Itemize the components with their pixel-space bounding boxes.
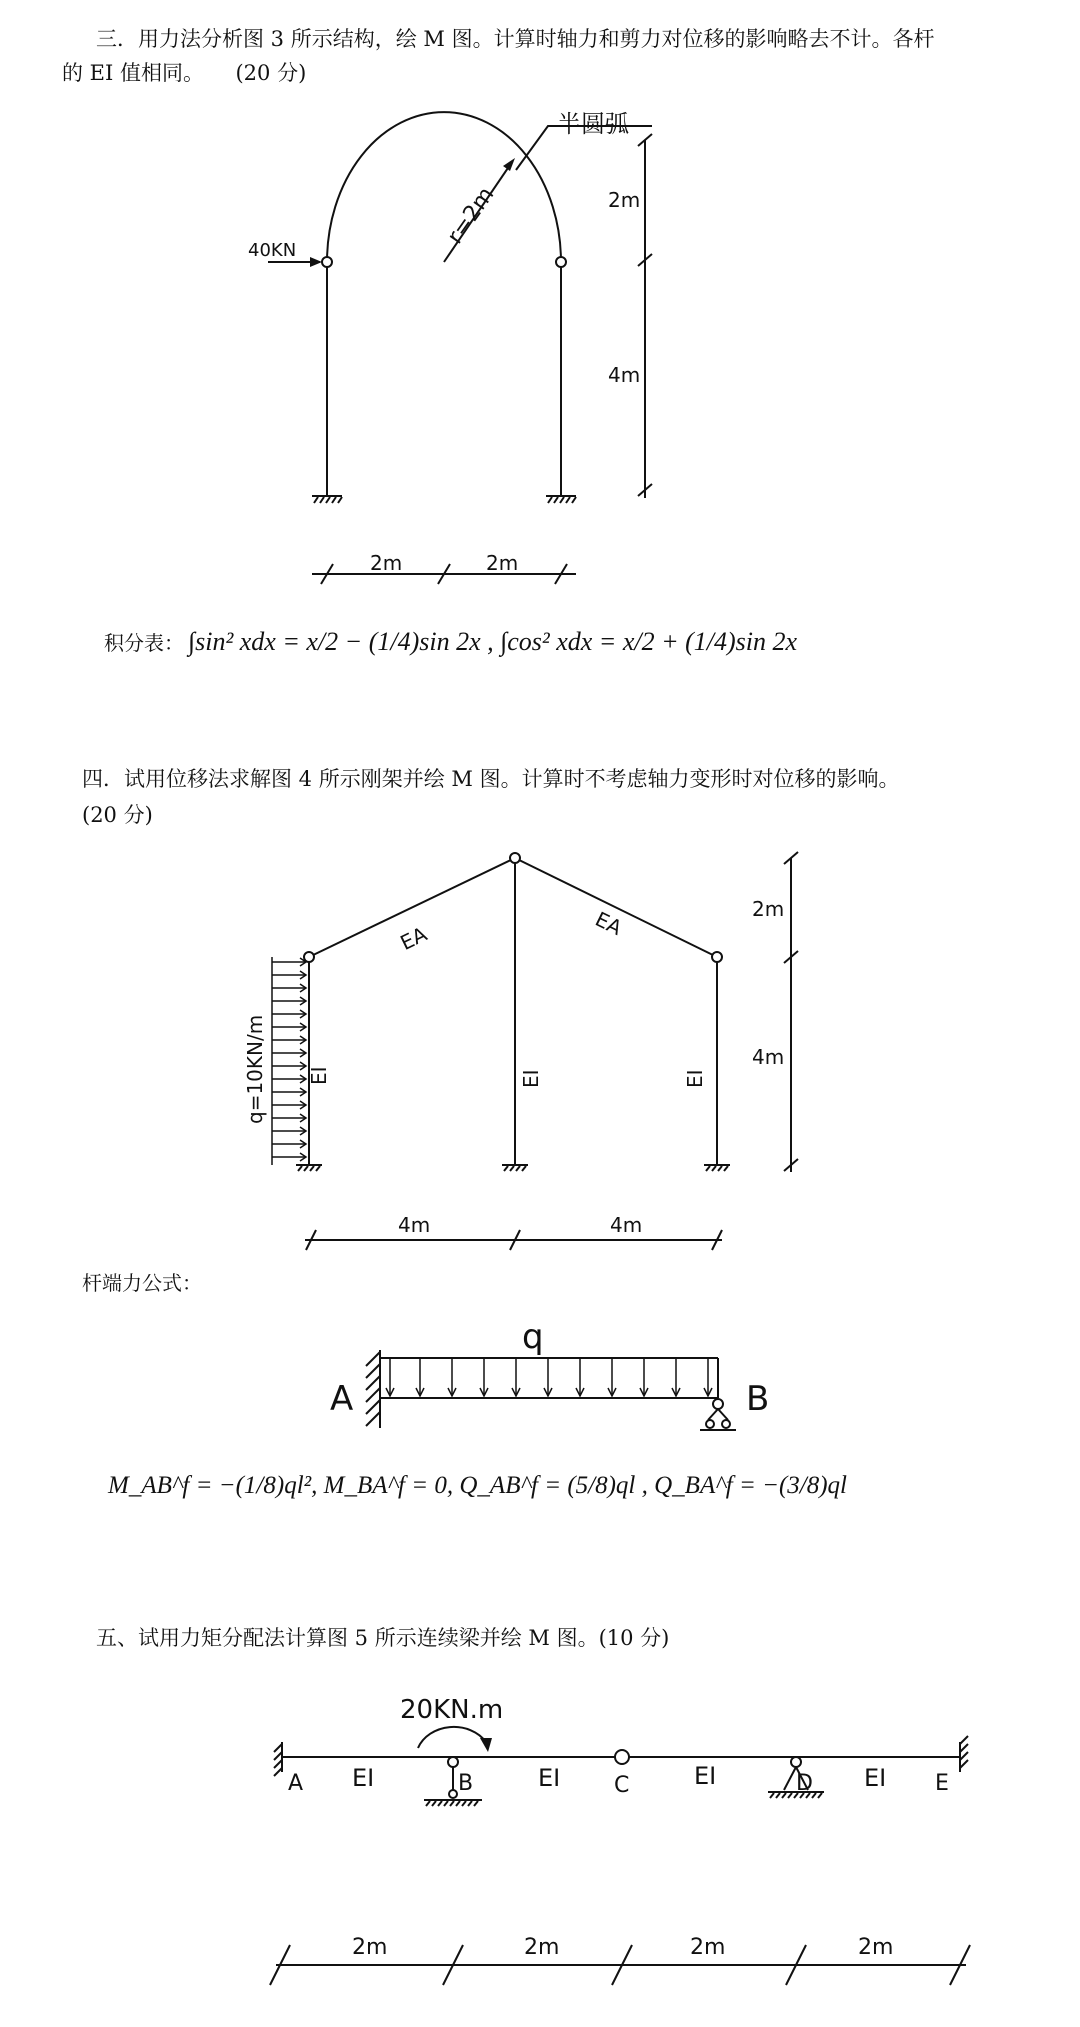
fig5-label-d: D <box>796 1771 813 1796</box>
fig5-label-ei-2: EI <box>538 1764 561 1792</box>
fig5-dim-4: 2m <box>858 1935 894 1960</box>
fig5-moment-arrow <box>418 1727 492 1752</box>
fig4-dim-right: 4m <box>610 1213 643 1237</box>
fig3-dim-left: 2m <box>370 551 403 575</box>
fig5-hinge-c <box>615 1750 629 1764</box>
q4-text-line1: 四．试用位移法求解图 4 所示刚架并绘 M 图。计算时不考虑轴力变形时对位移的影响。 <box>82 767 900 791</box>
fig5-label-ei-4: EI <box>864 1764 887 1792</box>
beam-wall-hatch <box>366 1352 380 1426</box>
fig4-label-ea-left: EA <box>396 921 431 955</box>
fig5-label-ei-3: EI <box>694 1762 717 1790</box>
beam-hinge-b <box>713 1399 723 1409</box>
q3-integral-label: 积分表： <box>104 631 184 655</box>
fig3-label-load: 40KN <box>248 240 297 261</box>
fig4-rafter-left <box>309 858 515 957</box>
q4-formula: M_AB^f = −(1/8)ql², M_BA^f = 0, Q_AB^f = (5/8)ql , Q_BA^f = −(3/8)ql <box>108 1472 847 1499</box>
fig5-dim-horizontal <box>270 1945 970 1985</box>
fig4-label-load: q=10KN/m <box>243 1014 267 1124</box>
beam-load-arrows <box>386 1358 712 1396</box>
q3-text-line1: 三．用力法分析图 3 所示结构，绘 M 图。计算时轴力和剪力对位移的影响略去不计。各杆 <box>96 27 935 51</box>
fig4-hinge-right <box>712 952 722 962</box>
fig3-fixed-support-right <box>546 496 576 503</box>
fig4-fixed-support-mid <box>502 1165 528 1171</box>
figure-3 <box>0 0 1080 600</box>
beam-label-a: A <box>330 1379 354 1419</box>
fig3-dim-right: 2m <box>486 551 519 575</box>
q4-formula-title: 杆端力公式： <box>82 1271 202 1295</box>
fig5-dim-3: 2m <box>690 1935 726 1960</box>
fig3-dim-horizontal <box>312 564 576 584</box>
fig4-dim-horizontal <box>305 1230 722 1250</box>
fig4-label-ei-left: EI <box>307 1066 331 1085</box>
fig3-hinge-left <box>322 257 332 267</box>
fig5-dim-2: 2m <box>524 1935 560 1960</box>
fig3-fixed-support-left <box>312 496 342 503</box>
fig5-label-c: C <box>614 1773 630 1798</box>
q4-text-line2: (20 分) <box>82 803 153 827</box>
fig4-fixed-support-left <box>296 1165 322 1171</box>
fig4-distributed-load <box>272 957 306 1165</box>
fig4-dim-top: 2m <box>752 897 785 921</box>
fig4-dim-left: 4m <box>398 1213 431 1237</box>
beam-diagram <box>366 1350 736 1430</box>
fig4-label-ei-mid: EI <box>519 1069 543 1088</box>
fig5-support-b <box>424 1757 482 1806</box>
fig4-hinge-left <box>304 952 314 962</box>
fig5-support-d <box>768 1757 824 1798</box>
q5-text-line1: 五、试用力矩分配法计算图 5 所示连续梁并绘 M 图。(10 分) <box>96 1626 670 1650</box>
fig5-label-e: E <box>935 1771 949 1796</box>
fig3-label-radius: r=2m <box>442 182 500 249</box>
beam-label-b: B <box>746 1379 770 1419</box>
fig5-label-ei-1: EI <box>352 1764 375 1792</box>
fig3-label-arc: 半圆弧 <box>557 110 629 138</box>
fig3-dim-bottom: 4m <box>608 363 641 387</box>
beam-label-q: q <box>522 1317 544 1357</box>
fig5-label-b: B <box>458 1771 474 1796</box>
q3-integral-formula: ∫sin² xdx = x/2 − (1/4)sin 2x , ∫cos² xdx = x/2 + (1/4)sin 2x <box>188 627 798 656</box>
fig4-label-ea-right: EA <box>591 906 626 940</box>
fig4-fixed-support-right <box>704 1165 730 1171</box>
fig4-hinge-top <box>510 853 520 863</box>
fig4-rafter-right <box>515 858 717 957</box>
fig5-label-moment: 20KN.m <box>400 1695 504 1725</box>
fig4-dim-bottom: 4m <box>752 1045 785 1069</box>
q3-text-line2: 的 EI 值相同。 (20 分) <box>62 61 307 85</box>
fig4-dim-vertical <box>784 852 798 1172</box>
fig3-hinge-right <box>556 257 566 267</box>
fig3-semicircle-arc <box>327 112 561 262</box>
fig5-label-a: A <box>288 1771 304 1796</box>
fig5-dim-1: 2m <box>352 1935 388 1960</box>
fig3-dim-top: 2m <box>608 188 641 212</box>
fig4-label-ei-right: EI <box>683 1069 707 1088</box>
fig5-fixed-end-e <box>960 1736 968 1772</box>
fig5-fixed-end-a <box>274 1742 282 1776</box>
